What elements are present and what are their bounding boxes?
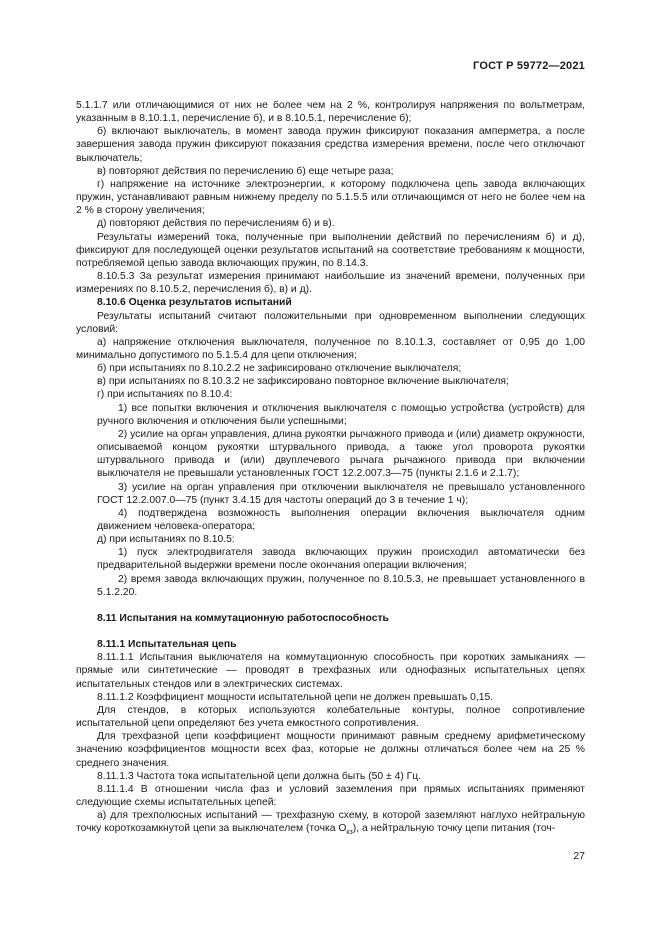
subscript: кз: [346, 829, 353, 837]
nested-list-item: 3) усилие на орган управления при отключении выключателя не превышало установленного ГОСТ 12.2.007.0—75 (пункт 3.4.15 для частоты операций до 3 в течение 1 ч);: [97, 481, 585, 506]
nested-list-item: 4) подтверждена возможность выполнения операции включения выключателя одним движением человека-оператора;: [97, 507, 585, 532]
list-item-text-end: ), а нейтральную точку цепи питания (точ-: [352, 823, 556, 835]
paragraph: Для трехфазной цепи коэффициент мощности принимают равным среднему арифметическому значению коэффициентов мощности всех фаз, которые не должны отличаться более чем на 25 % среднего значения.: [76, 731, 585, 769]
page-number: 27: [573, 850, 585, 862]
list-item: д) при испытаниях по 8.10.5:: [97, 534, 235, 546]
section-heading: 8.11 Испытания на коммутационную работоспособность: [97, 612, 389, 624]
nested-list-item: 2) время завода включающих пружин, полученное по 8.10.5.3, не превышает установленного в 5.1.2.20.: [97, 573, 585, 598]
subsection-heading: 8.11.1 Испытательная цепь: [97, 639, 237, 651]
list-item: д) повторяют действия по перечислениям б) и в).: [97, 218, 335, 230]
list-item: б) при испытаниях по 8.10.2.2 не зафиксировано отключение выключателя;: [97, 363, 462, 375]
list-item: г) напряжение на источнике электроэнергии, к которому подключена цепь завода включающих пружин, устанавливают равным нижнему пределу по 5.1.5.5 или отличающимся от него не более чем на 2 % в сторону увеличения;: [76, 178, 585, 217]
document-code: ГОСТ Р 59772—2021: [473, 60, 585, 72]
document-body: [76, 99, 585, 840]
clause: 8.11.1.4 В отношении числа фаз и условий заземления при прямых испытаниях применяют следующие схемы испытательных цепей:: [76, 783, 585, 808]
list-item: в) повторяют действия по перечислению б) еще четыре раза;: [97, 165, 394, 177]
subsection-heading: 8.10.6 Оценка результатов испытаний: [97, 297, 292, 309]
paragraph: 5.1.1.7 или отличающимися от них не более чем на 2 %, контролируя напряжения по вольтметрам, указанным в 8.10.1.1, перечисление б), и в 8.10.5.1, перечисление б);: [76, 100, 585, 125]
nested-list-item: 1) пуск электродвигателя завода включающих пружин происходил автоматически без предварительной выдержки времени после окончания операции включения;: [97, 547, 585, 572]
list-item: а) напряжение отключения выключателя, полученное по 8.10.1.3, составляет от 0,95 до 1,00 минимально допустимого по 5.1.5.4 для цепи отключения;: [76, 336, 585, 361]
clause: 8.11.1.3 Частота тока испытательной цепи должна быть (50 ± 4) Гц.: [97, 770, 422, 782]
clause: 8.11.1.1 Испытания выключателя на коммутационную способность при коротких замыканиях — прямые или синтетические — проводят в трехфазных или однофазных испытательных цепях испытательных стендов или в электрических системах.: [76, 652, 585, 690]
paragraph: Результаты измерений тока, полученные при выполнении действий по перечислениям б) и д), фиксируют для последующей оценки результатов испытаний на соответствие требованиям к мощности, потребляемой цепью завода включающих пружин, по 8.14.3.: [76, 231, 585, 269]
list-item-text: а) для трехполюсных испытаний — трехфазную схему, в которой заземляют наглухо нейтральную точку короткозамкнутой цепи за выключателем (точка O: [76, 810, 585, 835]
paragraph: Для стендов, в которых используются колебательные контуры, полное сопротивление испытательной цепи определяют без учета емкостного сопротивления.: [76, 704, 585, 730]
clause: 8.11.1.2 Коэффициент мощности испытательной цепи не должен превышать 0,15.: [97, 691, 494, 703]
clause: 8.10.5.3 За результат измерения принимают наибольшие из значений времени, полученных при измерениях по 8.10.5.2, перечисления б), в) и д).: [76, 271, 585, 296]
list-item: б) включают выключатель, в момент завода пружин фиксируют показания амперметра, а после завершения завода пружин фиксируют показания средства измерения времени, после чего отключают выключатель;: [76, 126, 585, 164]
nested-list-item: 1) все попытки включения и отключения выключателя с помощью устройства (устройств) для ручного включения и отключения были успешными;: [97, 402, 585, 427]
list-item: в) при испытаниях по 8.10.3.2 не зафиксировано повторное включение выключателя;: [97, 376, 509, 388]
list-item: г) при испытаниях по 8.10.4:: [97, 389, 233, 401]
nested-list-item: 2) усилие на орган управления, длина рукоятки рычажного привода и (или) диаметр окружности, описываемой концом рукоятки штурвального привода, а также угол проворота рукоятки штурвального привода и (или) двуплечевого рычага рычажного привода при включении выключателя не превышали установленных ГОСТ 12.2.007.3—75 (пункты 2.1.6 и 2.1.7);: [97, 428, 585, 480]
list-item: [76, 809, 585, 839]
paragraph: Результаты испытаний считают положительными при одновременном выполнении следующих условий:: [76, 310, 585, 335]
